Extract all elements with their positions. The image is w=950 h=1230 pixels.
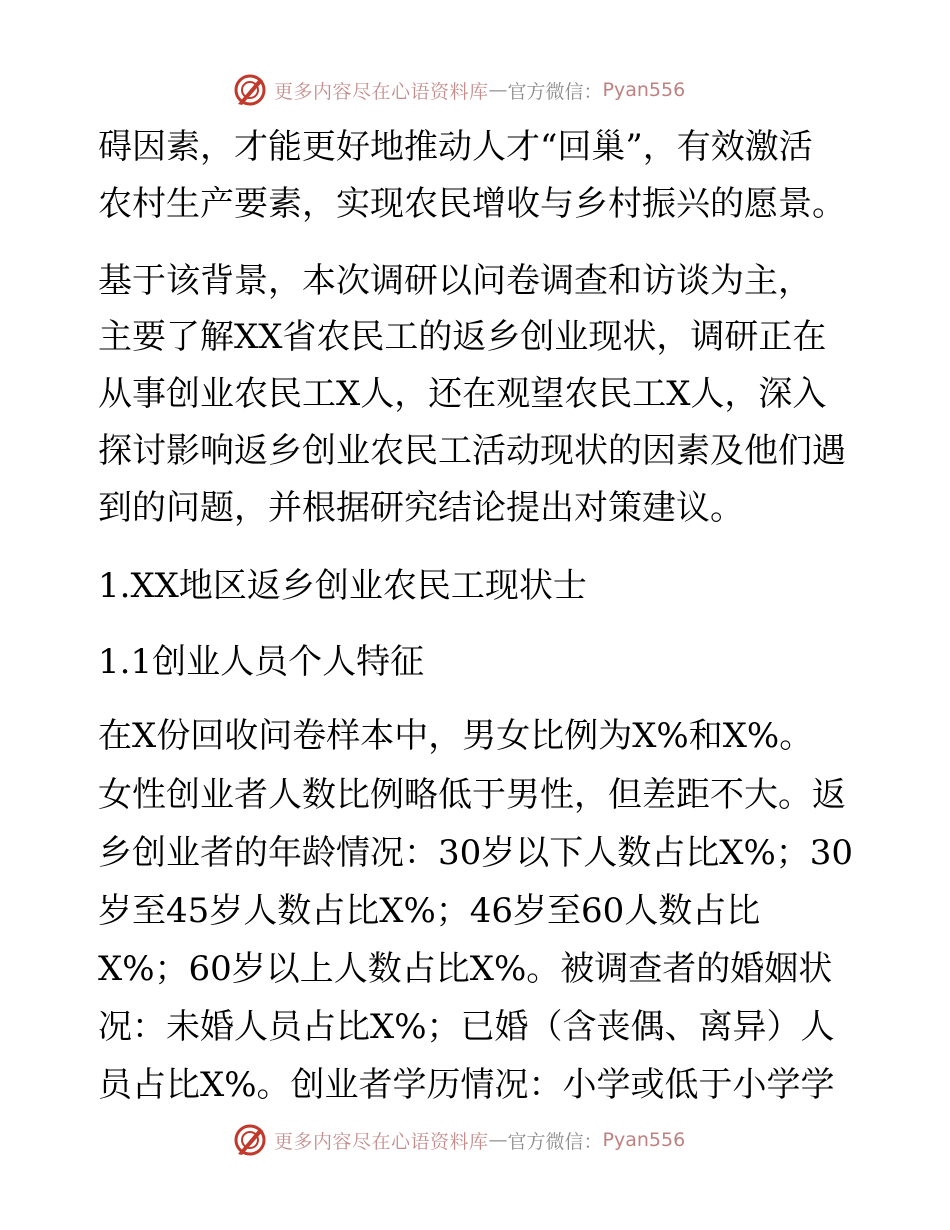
body-line: 基于该背景，本次调研以问卷调查和访谈为主， — [98, 261, 812, 301]
body-line: 主要了解XX省农民工的返乡创业现状，调研正在 — [98, 317, 827, 357]
body-line: 从事创业农民工X人，还在观望农民工X人，深入 — [98, 374, 827, 414]
quill-circle-logo-icon — [232, 1122, 268, 1158]
banner-wechat-id: Pyan556 — [602, 79, 686, 101]
quill-circle-logo-icon — [232, 72, 268, 108]
body-line: 在X份回收问卷样本中，男女比例为X%和X%。 — [98, 716, 814, 756]
body-line: 况：未婚人员占比X%；已婚（含丧偶、离异）人 — [98, 1007, 835, 1047]
section-heading: 1.XX地区返乡创业农民工现状士 — [98, 566, 587, 606]
body-line: 到的问题，并根据研究结论提出对策建议。 — [98, 488, 744, 528]
body-line: 碍因素，才能更好地推动人才“回巢”，有效激活 — [98, 127, 813, 167]
banner-separator: — — [488, 79, 508, 101]
body-line: 农村生产要素，实现农民增收与乡村振兴的愿景。 — [98, 184, 846, 224]
banner-text: 更多内容尽在心语资料库 — [274, 1130, 489, 1153]
banner-wechat-label: 官方微信： — [507, 80, 603, 103]
body-line: 员占比X%。创业者学历情况：小学或低于小学学 — [98, 1065, 835, 1105]
body-line: 女性创业者人数比例略低于男性，但差距不大。返 — [98, 775, 846, 815]
body-line: 岁至45岁人数占比X%；46岁至60人数占比 — [98, 891, 761, 931]
banner-wechat-label: 官方微信： — [507, 1130, 603, 1153]
banner-wechat-id: Pyan556 — [602, 1129, 686, 1151]
footer-banner — [232, 1118, 685, 1162]
body-line: X%；60岁以上人数占比X%。被调查者的婚姻状 — [98, 949, 833, 989]
banner-separator: — — [488, 1129, 508, 1151]
banner-text: 更多内容尽在心语资料库 — [274, 80, 489, 103]
body-line: 探讨影响返乡创业农民工活动现状的因素及他们遇 — [98, 431, 846, 471]
header-banner — [232, 68, 685, 112]
body-line: 乡创业者的年龄情况：30岁以下人数占比X%；30 — [98, 833, 854, 873]
subsection-heading: 1.1创业人员个人特征 — [98, 642, 425, 682]
